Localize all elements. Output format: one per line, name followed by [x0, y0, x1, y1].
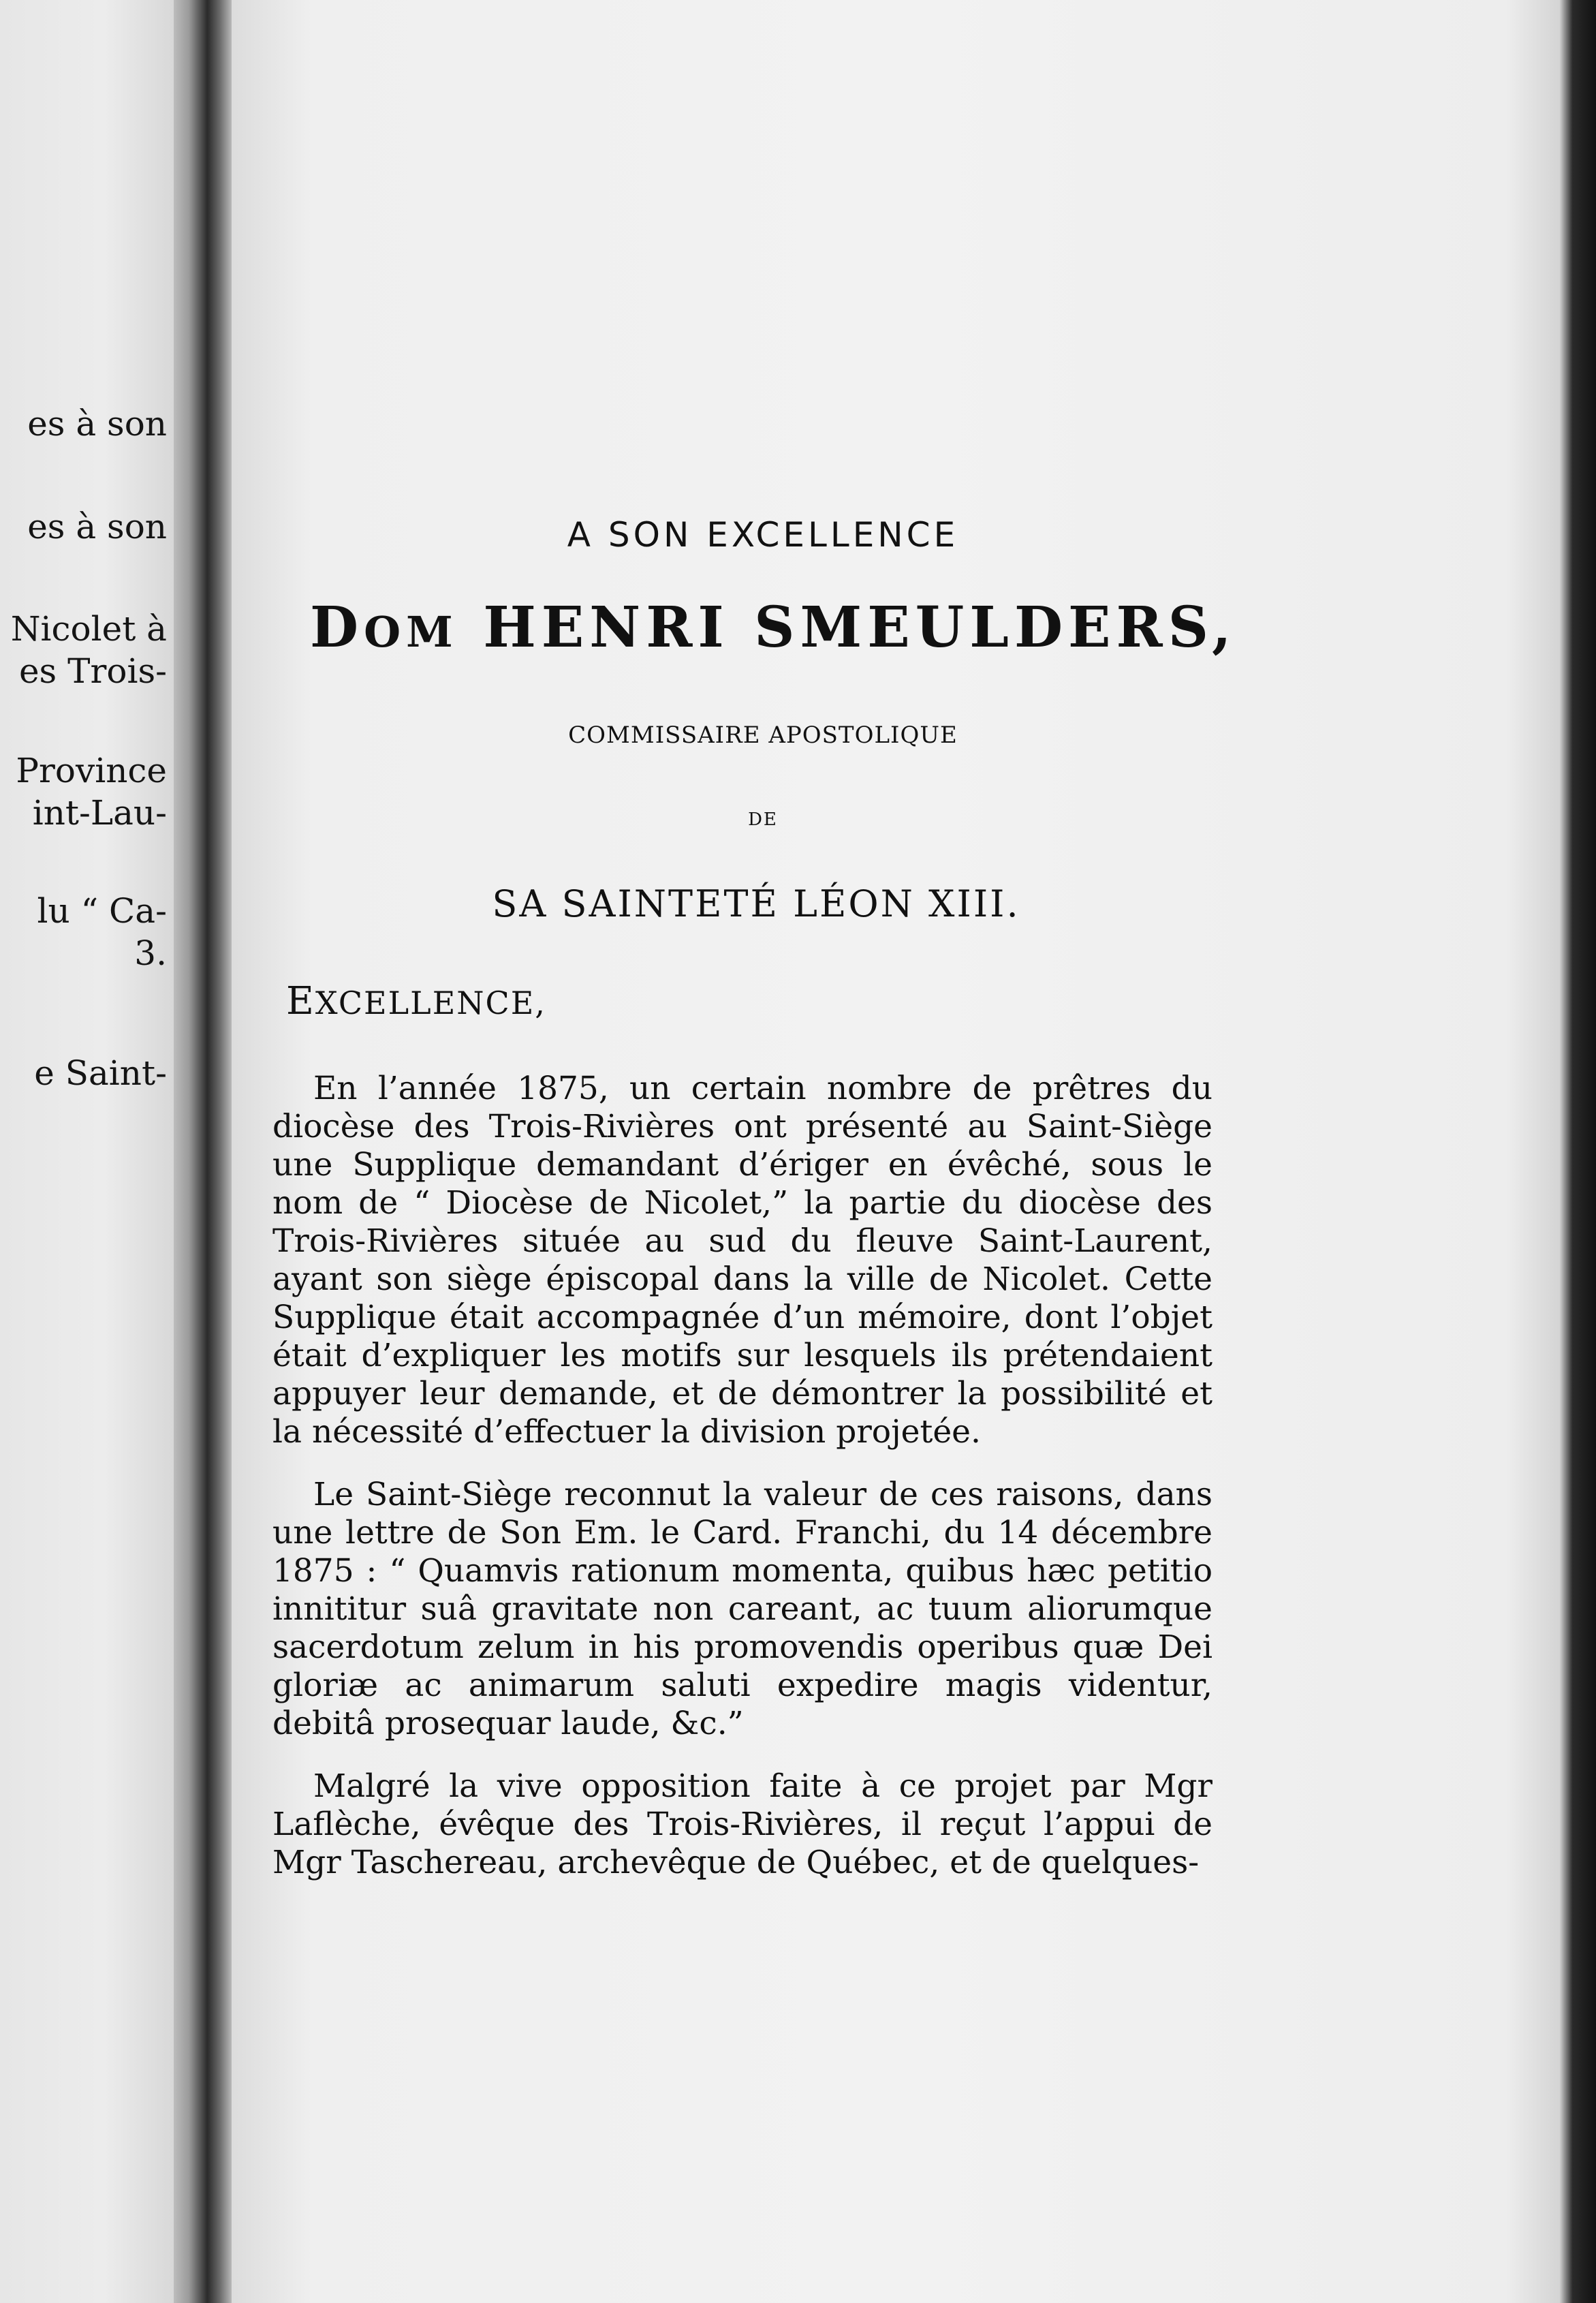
- page-edge-shadow: [1560, 0, 1596, 2303]
- left-page-line: es à son: [27, 507, 167, 546]
- salutation: [286, 979, 546, 1023]
- salutation-cap: E: [286, 979, 315, 1023]
- body-text: [272, 1070, 1212, 1906]
- left-page-line: es Trois-: [18, 651, 167, 691]
- left-page-line: Nicolet à: [10, 609, 167, 649]
- left-page-line: e Saint-: [34, 1053, 167, 1093]
- paragraph: Le Saint-Siège reconnut la valeur de ces raisons, dans une lettre de Son Em. le Card. Franchi, du 14 décembre 1875 : “ Quamvis rationum momenta, quibus hæc petitio innititur suâ gravitate non careant, ac tuum aliorumque sacerdotum zelum in his promovendis operibus quæ Dei gloriæ ac animarum saluti expedire magis videntur, debitâ prosequar laude, &c.”: [272, 1476, 1212, 1742]
- recipient-surname: HENRI SMEULDERS,: [483, 595, 1237, 660]
- paragraph: Malgré la vive opposition faite à ce projet par Mgr Laflèche, évêque des Trois-Rivières, il reçut l’appui de Mgr Taschereau, archevêque de Québec, et de quelques-: [272, 1767, 1212, 1881]
- previous-page-strip: [0, 0, 174, 2303]
- recipient-name: [310, 595, 1237, 660]
- recipient-prefix-rest: OM: [364, 607, 458, 657]
- left-page-line: Province: [16, 751, 167, 790]
- pope-title: SA SAINTETÉ LÉON XIII.: [492, 882, 1020, 925]
- left-page-line: lu “ Ca-: [37, 891, 167, 931]
- dedication-line: A SON EXCELLENCE: [567, 515, 959, 555]
- recipient-role: COMMISSAIRE APOSTOLIQUE: [568, 722, 958, 749]
- book-gutter: [174, 0, 235, 2303]
- recipient-prefix-cap: D: [310, 595, 364, 660]
- connector-word: DE: [748, 809, 778, 830]
- left-page-line: es à son: [27, 404, 167, 444]
- salutation-rest: XCELLENCE,: [315, 985, 546, 1021]
- left-page-line: 3.: [134, 933, 167, 973]
- paragraph: En l’année 1875, un certain nombre de prêtres du diocèse des Trois-Rivières ont présenté au Saint-Siège une Supplique demandant d’ériger en évêché, sous le nom de “ Diocèse de Nicolet,” la partie du diocèse des Trois-Rivières située au sud du fleuve Saint-Laurent, ayant son siège épiscopal dans la ville de Nicolet. Cette Supplique était accompagnée d’un mémoire, dont l’objet était d’expliquer les motifs sur lesquels ils prétendaient appuyer leur demande, et de démontrer la possibilité et la nécessité d’effectuer la division projetée.: [272, 1070, 1212, 1451]
- left-page-line: int-Lau-: [32, 793, 167, 833]
